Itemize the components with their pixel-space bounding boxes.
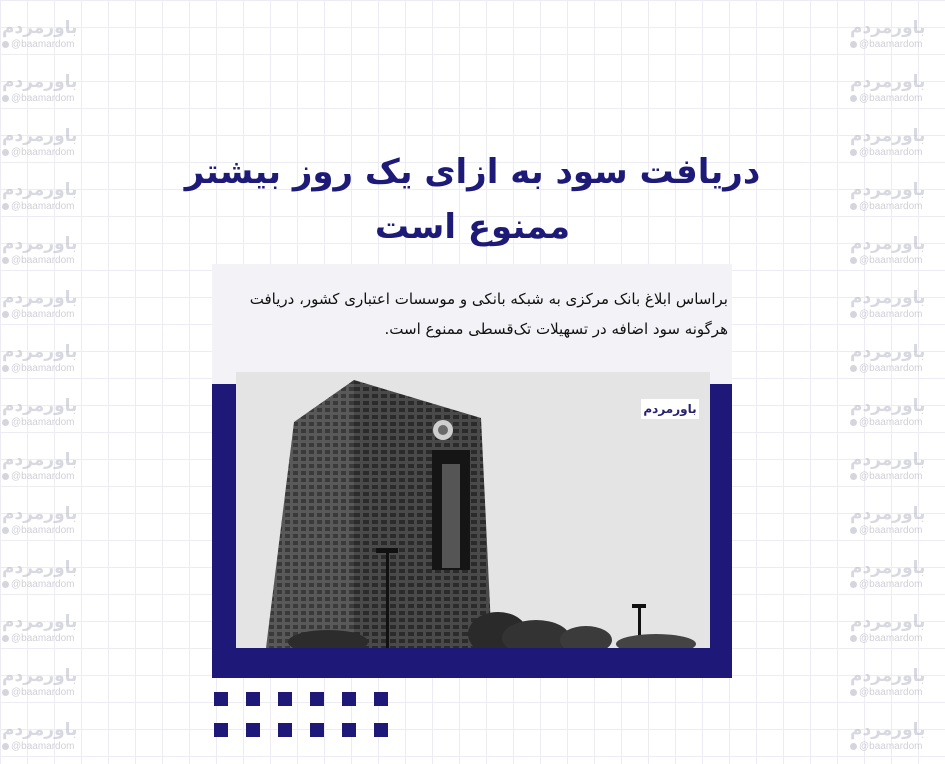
watermark-item: [850, 62, 945, 116]
watermark-logo: باورمردم: [850, 126, 926, 146]
watermark-handle: @baamardom: [11, 417, 75, 428]
square-mark: [278, 723, 292, 737]
square-mark: [374, 692, 388, 706]
watermark-logo: باورمردم: [850, 234, 926, 254]
watermark-handle: @baamardom: [859, 741, 923, 752]
watermark-item: [2, 494, 102, 548]
telegram-icon: [2, 95, 9, 102]
telegram-icon: [2, 41, 9, 48]
watermark-handle: @baamardom: [859, 201, 923, 212]
watermark-logo: باورمردم: [850, 342, 926, 362]
watermark-item: [2, 332, 102, 386]
telegram-icon: [850, 743, 857, 750]
watermark-handle: @baamardom: [859, 633, 923, 644]
watermark-handle: @baamardom: [859, 93, 923, 104]
watermark-logo: باورمردم: [850, 666, 926, 686]
telegram-icon: [850, 689, 857, 696]
watermark-logo: باورمردم: [2, 450, 78, 470]
watermark-logo: باورمردم: [850, 72, 926, 92]
watermark-handle: @baamardom: [11, 741, 75, 752]
photo-watermark-logo: باورمردم: [641, 399, 699, 419]
watermark-item: [850, 602, 945, 656]
watermark-logo: باورمردم: [2, 72, 78, 92]
watermark-logo: باورمردم: [850, 18, 926, 38]
watermark-logo: باورمردم: [2, 666, 78, 686]
telegram-icon: [2, 581, 9, 588]
telegram-icon: [850, 311, 857, 318]
telegram-icon: [2, 419, 9, 426]
watermark-handle: @baamardom: [11, 687, 75, 698]
telegram-icon: [2, 257, 9, 264]
square-mark: [214, 692, 228, 706]
watermark-logo: باورمردم: [850, 504, 926, 524]
watermark-handle: @baamardom: [859, 255, 923, 266]
watermark-item: [2, 548, 102, 602]
watermark-item: [2, 386, 102, 440]
square-mark: [214, 723, 228, 737]
watermark-item: [850, 548, 945, 602]
watermark-handle: @baamardom: [11, 471, 75, 482]
watermark-handle: @baamardom: [11, 633, 75, 644]
watermark-item: [850, 332, 945, 386]
watermark-handle: @baamardom: [11, 255, 75, 266]
telegram-icon: [2, 311, 9, 318]
watermark-handle: @baamardom: [859, 309, 923, 320]
square-mark: [374, 723, 388, 737]
watermark-handle: @baamardom: [859, 417, 923, 428]
telegram-icon: [850, 41, 857, 48]
telegram-icon: [850, 473, 857, 480]
watermark-handle: @baamardom: [11, 201, 75, 212]
decorative-squares: [214, 692, 388, 737]
square-mark: [342, 723, 356, 737]
building-illustration: [236, 372, 710, 648]
watermark-logo: باورمردم: [850, 612, 926, 632]
watermark-item: [2, 602, 102, 656]
watermark-handle: @baamardom: [859, 39, 923, 50]
telegram-icon: [850, 527, 857, 534]
watermark-handle: @baamardom: [11, 579, 75, 590]
headline-line-2: ممنوع است: [374, 207, 571, 247]
telegram-icon: [850, 365, 857, 372]
watermark-handle: @baamardom: [11, 309, 75, 320]
watermark-handle: @baamardom: [11, 93, 75, 104]
watermark-item: [850, 440, 945, 494]
watermark-handle: @baamardom: [859, 525, 923, 536]
square-mark: [310, 723, 324, 737]
telegram-icon: [2, 527, 9, 534]
telegram-icon: [2, 473, 9, 480]
square-mark: [246, 723, 260, 737]
watermark-handle: @baamardom: [11, 147, 75, 158]
watermark-item: [850, 494, 945, 548]
watermark-logo: باورمردم: [850, 180, 926, 200]
watermark-handle: @baamardom: [859, 579, 923, 590]
telegram-icon: [850, 635, 857, 642]
lead-paragraph: براساس ابلاغ بانک مرکزی به شبکه بانکی و موسسات اعتباری کشور، دریافت هرگونه سود اضافه در تسهیلات تک‌قسطی ممنوع است.: [249, 290, 728, 338]
watermark-logo: باورمردم: [2, 558, 78, 578]
telegram-icon: [2, 365, 9, 372]
watermark-logo: باورمردم: [850, 288, 926, 308]
telegram-icon: [2, 743, 9, 750]
watermark-logo: باورمردم: [850, 396, 926, 416]
watermark-logo: باورمردم: [2, 288, 78, 308]
watermark-handle: @baamardom: [859, 687, 923, 698]
watermark-logo: باورمردم: [2, 18, 78, 38]
watermark-logo: باورمردم: [2, 720, 78, 740]
telegram-icon: [850, 257, 857, 264]
watermark-logo: باورمردم: [2, 504, 78, 524]
watermark-handle: @baamardom: [859, 147, 923, 158]
watermark-logo: باورمردم: [2, 180, 78, 200]
watermark-column-left: [2, 8, 102, 764]
watermark-item: [2, 440, 102, 494]
watermark-column-right: [850, 8, 945, 764]
watermark-handle: @baamardom: [11, 39, 75, 50]
watermark-logo: باورمردم: [2, 234, 78, 254]
watermark-item: [850, 8, 945, 62]
square-mark: [342, 692, 356, 706]
watermark-logo: باورمردم: [850, 450, 926, 470]
watermark-handle: @baamardom: [859, 471, 923, 482]
telegram-icon: [850, 581, 857, 588]
watermark-handle: @baamardom: [11, 525, 75, 536]
telegram-icon: [850, 95, 857, 102]
watermark-logo: باورمردم: [2, 612, 78, 632]
watermark-logo: باورمردم: [850, 558, 926, 578]
watermark-logo: باورمردم: [850, 720, 926, 740]
watermark-logo: باورمردم: [2, 396, 78, 416]
telegram-icon: [2, 635, 9, 642]
watermark-item: [2, 278, 102, 332]
watermark-item: [2, 62, 102, 116]
watermark-logo: باورمردم: [2, 342, 78, 362]
watermark-item: [850, 656, 945, 710]
telegram-icon: [850, 419, 857, 426]
watermark-item: [2, 8, 102, 62]
central-bank-photo: [236, 372, 710, 648]
square-mark: [246, 692, 260, 706]
square-mark: [310, 692, 324, 706]
watermark-item: [850, 386, 945, 440]
headline-line-1: دریافت سود به ازای یک روز بیشتر: [184, 152, 761, 192]
telegram-icon: [2, 689, 9, 696]
watermark-item: [850, 278, 945, 332]
watermark-item: [2, 656, 102, 710]
watermark-logo: باورمردم: [2, 126, 78, 146]
square-mark: [278, 692, 292, 706]
watermark-handle: @baamardom: [859, 363, 923, 374]
watermark-handle: @baamardom: [11, 363, 75, 374]
